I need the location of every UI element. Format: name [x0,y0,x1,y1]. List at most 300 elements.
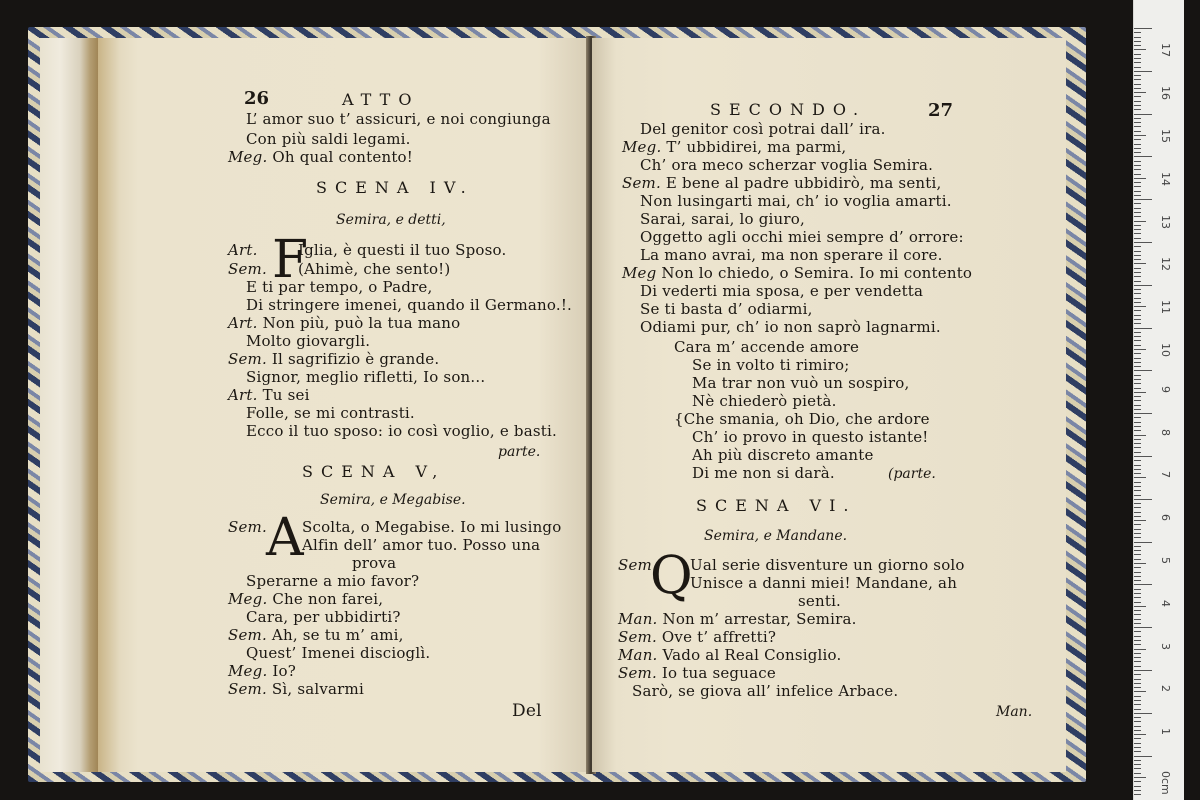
ruler-tick [1134,259,1141,260]
ruler-tick [1134,542,1152,543]
ruler-tick [1134,503,1141,504]
ruler-tick [1134,375,1141,376]
ruler-tick [1134,653,1141,654]
ruler-tick [1134,32,1141,33]
catchword: Del [512,701,542,721]
speaker: Sem. [618,556,657,574]
text-line [618,556,657,574]
ruler-tick [1134,233,1141,234]
ruler-tick [1134,696,1141,697]
ruler-tick [1134,186,1141,187]
ruler-tick [1134,550,1141,551]
ruler-tick [1134,636,1141,637]
scene-title: SCENA IV. [316,178,474,197]
speaker: Art. [228,314,258,332]
ruler-tick [1134,726,1141,727]
text-line: Di stringere imenei, quando il Germano.!. [246,296,573,314]
ruler-tick [1134,319,1141,320]
text-line: senti. [798,592,842,610]
text-line: Folle, se mi contrasti. [246,404,415,422]
speech: Scolta, o Megabise. Io mi lusingo [302,518,562,536]
ruler-tick [1134,687,1141,688]
text-line: Di vederti mia sposa, e per vendetta [640,282,924,300]
ruler-tick [1134,537,1141,538]
ruler-tick [1134,242,1152,243]
speech: Non m’ arrestar, Semira. [662,610,857,628]
ruler-tick [1134,58,1141,59]
ruler-tick [1134,379,1141,380]
right-page [592,38,1066,772]
ruler-tick [1134,199,1152,200]
speech: Oh qual contento! [272,148,414,166]
ruler-tick [1134,203,1141,204]
ruler-label: 16 [1159,86,1172,101]
measuring-ruler [1133,0,1184,800]
ruler-tick [1134,366,1141,367]
ruler-tick [1134,584,1152,585]
ruler-tick [1134,358,1141,359]
ruler-tick [1134,717,1141,718]
ruler-tick [1134,499,1152,500]
text-line: Con più saldi legami. [246,130,411,148]
text-line: Del genitor così potrai dall’ ira. [640,120,886,138]
ruler-tick [1134,114,1152,115]
ruler-tick [1134,362,1141,363]
ruler-tick [1134,400,1141,401]
speaker: Art. [228,386,258,404]
aria-line: Di me non si darà. [692,464,835,482]
ruler-tick [1134,473,1141,474]
ruler-tick [1134,460,1141,461]
ruler-tick [1134,182,1141,183]
ruler-tick [1134,353,1141,354]
text-line: Quest’ Imenei discioglì. [246,644,431,662]
ruler-tick [1134,529,1141,530]
text-line: La mano avrai, ma non sperare il core. [640,246,943,264]
speaker: Meg. [228,148,268,166]
ruler-tick [1134,144,1141,145]
ruler-tick [1134,794,1141,795]
ruler-tick [1134,469,1141,470]
ruler-tick [1134,781,1141,782]
ruler-tick [1134,405,1141,406]
ruler-tick [1134,315,1141,316]
ruler-label: 6 [1159,514,1172,522]
ruler-tick [1134,251,1141,252]
ruler-tick [1134,452,1141,453]
page-number: 27 [928,100,954,121]
ruler-tick [1134,276,1141,277]
ruler-tick [1134,105,1141,106]
ruler-tick [1134,79,1141,80]
text-line [228,680,364,698]
page-edges [40,38,98,772]
ruler-tick [1134,704,1141,705]
ruler-tick [1134,576,1141,577]
ruler-tick [1134,430,1141,431]
drop-cap: F [272,230,309,290]
ruler-tick [1134,84,1141,85]
left-page [98,38,588,772]
ruler-tick [1134,208,1141,209]
ruler-tick [1134,88,1141,89]
ruler-label: 4 [1159,599,1172,607]
ruler-label: 1 [1159,728,1172,736]
ruler-tick [1134,216,1141,217]
ruler-tick [1134,388,1141,389]
ruler-tick [1134,340,1141,341]
drop-cap: Q [650,546,693,606]
ruler-tick [1134,101,1141,102]
text-line [228,314,460,332]
ruler-tick [1134,413,1152,414]
scene-cast: Semira, e Mandane. [704,528,848,544]
ruler-tick [1134,435,1146,436]
ruler-label: 15 [1159,129,1172,143]
ruler-tick [1134,161,1141,162]
ruler-tick [1134,336,1141,337]
ruler-tick [1134,281,1141,282]
ruler-tick [1134,619,1141,620]
aria-line: Ch’ io provo in questo istante! [692,428,929,446]
text-line [618,664,776,682]
ruler-tick [1134,674,1141,675]
ruler-label: 13 [1159,214,1172,229]
text-line [622,174,941,192]
speaker: Sem. [622,174,661,192]
ruler-tick [1134,683,1141,684]
speaker: Sem. [618,664,657,682]
speech: Il sagrifizio è grande. [271,350,440,368]
text-line [228,350,439,368]
speech: E bene al padre ubbidirò, ma senti, [665,174,942,192]
speech: Io tua seguace [661,664,776,682]
ruler-tick [1134,422,1141,423]
ruler-tick [1134,756,1152,757]
ruler-tick [1134,96,1141,97]
ruler-tick [1134,623,1141,624]
ruler-tick [1134,743,1141,744]
ruler-tick [1134,606,1146,607]
ruler-tick [1134,37,1141,38]
ruler-label: 2 [1159,685,1172,693]
running-head: SECONDO. [710,100,867,119]
ruler-label: 0cm [1159,771,1172,795]
ruler-tick [1134,751,1141,752]
speech: Unisce a danni miei! Mandane, ah [690,574,958,592]
speech: Ual serie disventure un giorno solo [690,556,965,574]
ruler-tick [1134,649,1146,650]
ruler-tick [1134,152,1141,153]
ruler-tick [1134,62,1141,63]
ruler-tick [1134,392,1146,393]
speaker: Meg. [622,138,662,156]
ruler-tick [1134,332,1141,333]
ruler-label: 3 [1159,642,1172,650]
ruler-tick [1134,546,1141,547]
text-line [618,628,776,646]
ruler-tick [1134,49,1146,50]
text-line [618,646,841,664]
ruler-label: 11 [1159,300,1172,315]
scene-title: SCENA VI. [696,496,857,515]
ruler-tick [1134,178,1146,179]
ruler-tick [1134,45,1141,46]
text-line: Oggetto agli occhi miei sempre d’ orrore: [640,228,964,246]
ruler-tick [1134,272,1141,273]
speaker: Sem. [618,628,657,646]
ruler-tick [1134,41,1141,42]
ruler-label: 9 [1159,385,1172,393]
text-line: Ecco il tuo sposo: io così voglio, e basti. [246,422,557,440]
speaker: Art. [228,241,258,259]
ruler-tick [1134,572,1141,573]
aria-line: Se in volto ti rimiro; [692,356,850,374]
ruler-tick [1134,285,1152,286]
ruler-tick [1134,477,1146,478]
running-head: ATTO [342,90,420,109]
ruler-tick [1134,54,1141,55]
speaker: Sem. [228,680,267,698]
ruler-tick [1134,482,1141,483]
text-line: Non lusingarti mai, ch’ io voglia amarti. [640,192,952,210]
ruler-tick [1134,302,1141,303]
speech: (Ahimè, che sento!) [298,260,451,278]
text-line [622,138,846,156]
ruler-tick [1134,713,1152,714]
ruler-tick [1134,567,1141,568]
ruler-tick [1134,345,1141,346]
ruler-tick [1134,310,1141,311]
ruler-tick [1134,443,1141,444]
ruler-tick [1134,465,1141,466]
stage-direction: (parte. [888,466,936,482]
scene-cast: Semira, e detti, [336,212,446,228]
ruler-tick [1134,533,1141,534]
ruler-tick [1134,75,1141,76]
ruler-tick [1134,92,1146,93]
ruler-tick [1134,679,1141,680]
ruler-tick [1134,135,1146,136]
ruler-tick [1134,709,1141,710]
speaker: Meg [622,264,657,282]
scene-cast: Semira, e Megabise. [320,492,466,508]
ruler-tick [1134,786,1141,787]
ruler-tick [1134,747,1141,748]
ruler-label: 8 [1159,428,1172,436]
ruler-tick [1134,263,1146,264]
speech: Alfin dell’ amor tuo. Posso una [302,536,541,554]
catchword: Man. [996,704,1033,720]
ruler-tick [1134,738,1141,739]
ruler-label: 5 [1159,557,1172,564]
speech: Sì, salvarmi [271,680,364,698]
speech: Io? [272,662,296,680]
ruler-tick [1134,67,1141,68]
ruler-tick [1134,255,1141,256]
ruler-tick [1134,293,1141,294]
speaker: Sem. [228,626,267,644]
ruler-tick [1134,721,1141,722]
ruler-tick [1134,383,1141,384]
ruler-tick [1134,156,1152,157]
text-line: prova [352,554,397,572]
ruler-tick [1134,417,1141,418]
ruler-tick [1134,614,1141,615]
text-line [228,241,258,259]
text-line [228,386,310,404]
scene-title: SCENA V, [302,462,446,481]
ruler-tick [1134,631,1141,632]
ruler-tick [1134,768,1141,769]
ruler-tick [1134,409,1141,410]
text-line: Sarai, sarai, lo giuro, [640,210,805,228]
ruler-tick [1134,109,1141,110]
ruler-tick [1134,447,1141,448]
text-line [228,662,296,680]
ruler-tick [1134,524,1141,525]
text-line: Ch’ ora meco scherzar voglia Semira. [640,156,934,174]
aria-line: {Che smania, oh Dio, che ardore [674,410,930,428]
speech: Iglia, è questi il tuo Sposo. [298,241,507,259]
speech: T’ ubbidirei, ma parmi, [666,138,847,156]
speech: Che non farei, [272,590,384,608]
speaker: Man. [618,646,658,664]
ruler-label: 14 [1159,171,1172,186]
text-line: Odiami pur, ch’ io non saprò lagnarmi. [640,318,941,336]
ruler-tick [1134,640,1141,641]
speech: Ove t’ affretti? [661,628,777,646]
ruler-tick [1134,126,1141,127]
aria-line: Nè chiederò pietà. [692,392,837,410]
text-line: Se ti basta d’ odiarmi, [640,300,813,318]
ruler-tick [1134,148,1141,149]
ruler-tick [1134,370,1152,371]
text-line: E ti par tempo, o Padre, [246,278,433,296]
ruler-tick [1134,298,1141,299]
stage-direction: parte. [498,444,541,460]
page-number: 26 [244,88,270,109]
ruler-tick [1134,554,1141,555]
ruler-tick [1134,760,1141,761]
ruler-tick [1134,657,1141,658]
speech: Non più, può la tua mano [262,314,461,332]
ruler-tick [1134,139,1141,140]
ruler-tick [1134,71,1152,72]
ruler-tick [1134,700,1141,701]
ruler-tick [1134,661,1141,662]
ruler-tick [1134,764,1141,765]
ruler-tick [1134,396,1141,397]
speech: Ah, se tu m’ ami, [271,626,404,644]
ruler-tick [1134,246,1141,247]
speaker: Meg. [228,662,268,680]
ruler-tick [1134,426,1141,427]
ruler-tick [1134,195,1141,196]
speaker: Sem. [228,518,267,536]
aria-line: Ma trar non vuò un sospiro, [692,374,910,392]
ruler-tick [1134,221,1146,222]
ruler-tick [1134,593,1141,594]
text-line [622,264,972,282]
text-line [618,610,857,628]
ruler-tick [1134,268,1141,269]
text-line: Sperarne a mio favor? [246,572,420,590]
text-line [228,626,404,644]
drop-cap: A [266,508,304,568]
text-line: Sarò, se giova all’ infelice Arbace. [632,682,899,700]
ruler-tick [1134,289,1141,290]
speech: Tu sei [262,386,310,404]
ruler-tick [1134,691,1146,692]
ruler-tick [1134,165,1141,166]
speaker: Sem. [228,350,267,368]
ruler-tick [1134,495,1141,496]
ruler-tick [1134,490,1141,491]
text-line [228,518,267,536]
speaker: Sem. [228,260,267,278]
aria-line: Cara m’ accende amore [674,338,860,356]
ruler-tick [1134,169,1141,170]
ruler-tick [1134,666,1141,667]
ruler-tick [1134,730,1141,731]
ruler-tick [1134,507,1141,508]
ruler-tick [1134,589,1141,590]
ruler-tick [1134,191,1141,192]
aria-line: Ah più discreto amante [692,446,874,464]
ruler-tick [1134,580,1141,581]
ruler-tick [1134,644,1141,645]
ruler-tick [1134,349,1146,350]
ruler-tick [1134,734,1146,735]
ruler-tick [1134,597,1141,598]
ruler-tick [1134,559,1141,560]
ruler-label: 7 [1159,471,1172,479]
ruler-tick [1134,225,1141,226]
ruler-tick [1134,306,1146,307]
ruler-tick [1134,486,1141,487]
ruler-tick [1134,610,1141,611]
ruler-label: 12 [1159,257,1172,272]
ruler-tick [1134,773,1141,774]
ruler-tick [1134,212,1141,213]
ruler-tick [1134,238,1141,239]
ruler-tick [1134,790,1141,791]
text-line [228,148,413,166]
speaker: Man. [618,610,658,628]
text-line [228,590,383,608]
text-line: Cara, per ubbidirti? [246,608,401,626]
ruler-tick [1134,328,1152,329]
ruler-tick [1134,627,1152,628]
ruler-tick [1134,229,1141,230]
ruler-tick [1134,670,1152,671]
ruler-label: 10 [1159,343,1172,357]
ruler-tick [1134,516,1141,517]
speaker: Meg. [228,590,268,608]
ruler-tick [1134,456,1152,457]
text-line: Signor, meglio rifletti, Io son... [246,368,486,386]
ruler-tick [1134,174,1141,175]
ruler-tick [1134,439,1141,440]
ruler-tick [1134,520,1146,521]
ruler-tick [1134,602,1141,603]
speech: Non lo chiedo, o Semira. Io mi contento [661,264,973,282]
ruler-tick [1134,131,1141,132]
ruler-tick [1134,118,1141,119]
text-line [228,260,267,278]
speech: Vado al Real Consiglio. [662,646,842,664]
